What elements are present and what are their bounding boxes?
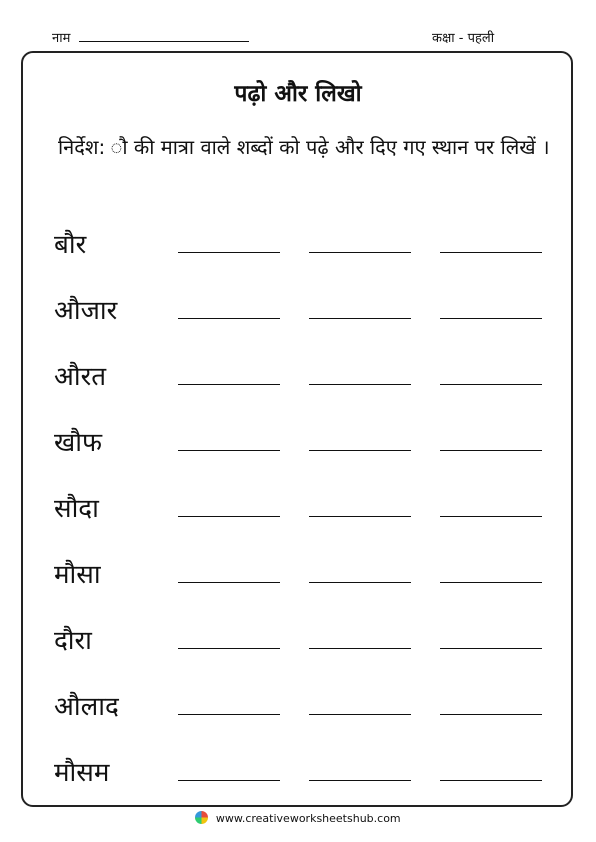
- writing-line: [178, 318, 280, 319]
- instruction-text: निर्देश: ौ की मात्रा वाले शब्दों को पढ़े और दिए गए स्थान पर लिखें ।: [58, 135, 550, 159]
- writing-line: [178, 450, 280, 451]
- writing-line: [309, 516, 411, 517]
- word-label: मौसा: [54, 560, 101, 590]
- worksheet-title: पढ़ो और लिखो: [234, 81, 362, 107]
- writing-line: [440, 252, 542, 253]
- writing-line: [178, 384, 280, 385]
- site-logo-icon: [195, 811, 208, 824]
- word-row: [0, 751, 596, 791]
- writing-line: [440, 714, 542, 715]
- word-row: [0, 355, 596, 395]
- writing-line: [178, 648, 280, 649]
- name-label: नाम: [52, 31, 71, 46]
- word-row: [0, 685, 596, 725]
- writing-line: [309, 714, 411, 715]
- writing-line: [309, 582, 411, 583]
- writing-line: [309, 318, 411, 319]
- writing-line: [178, 714, 280, 715]
- writing-line: [440, 318, 542, 319]
- writing-line: [178, 516, 280, 517]
- website-link[interactable]: www.creativeworksheetshub.com: [215, 812, 401, 825]
- word-row: [0, 289, 596, 329]
- word-label: दौरा: [54, 626, 92, 656]
- writing-line: [309, 648, 411, 649]
- word-row: [0, 553, 596, 593]
- writing-line: [178, 582, 280, 583]
- word-label: औलाद: [54, 692, 119, 722]
- word-label: सौदा: [54, 494, 99, 524]
- word-row: [0, 619, 596, 659]
- writing-line: [440, 582, 542, 583]
- writing-line: [178, 780, 280, 781]
- writing-line: [440, 516, 542, 517]
- writing-line: [309, 384, 411, 385]
- word-label: खौफ: [54, 428, 103, 458]
- writing-line: [309, 450, 411, 451]
- writing-line: [440, 450, 542, 451]
- writing-line: [440, 648, 542, 649]
- word-label: बौर: [54, 230, 87, 260]
- word-label: मौसम: [54, 758, 110, 788]
- word-row: [0, 487, 596, 527]
- class-label: कक्षा - पहली: [432, 31, 495, 46]
- word-label: औरत: [54, 362, 107, 392]
- writing-line: [309, 780, 411, 781]
- word-row: [0, 223, 596, 263]
- header-name: [52, 28, 249, 46]
- name-blank: [79, 29, 249, 42]
- word-row: [0, 421, 596, 461]
- writing-line: [178, 252, 280, 253]
- writing-line: [309, 252, 411, 253]
- word-label: औजार: [54, 296, 118, 326]
- writing-line: [440, 384, 542, 385]
- writing-line: [440, 780, 542, 781]
- footer: [0, 811, 596, 825]
